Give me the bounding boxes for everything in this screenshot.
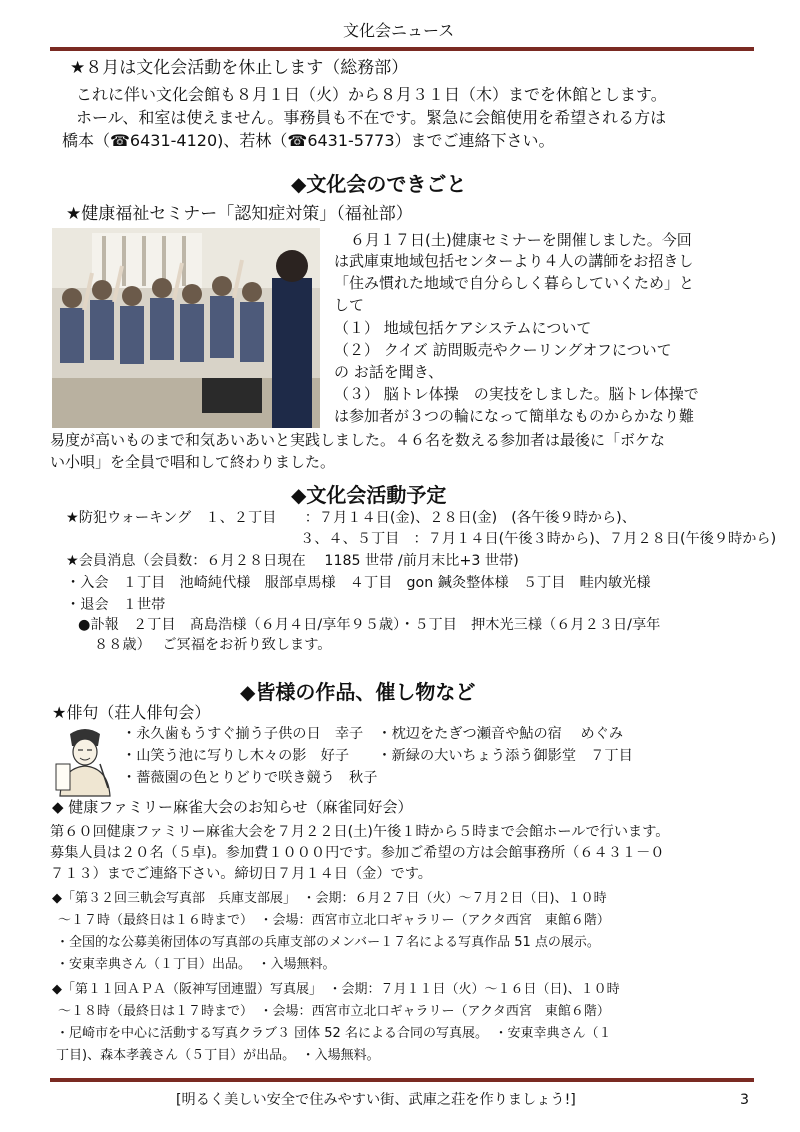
mahjong-title: ◆ 健康ファミリー麻雀大会のお知らせ（麻雀同好会） [52,798,413,816]
obituary-line: ８８歳） ご冥福をお祈り致します。 [94,637,332,653]
haiku-line: ・永久歯もうすぐ揃う子供の日 幸子 ・枕辺をたぎつ瀬音や鮎の宿 めぐみ [122,726,624,742]
footer-rule [50,1078,754,1082]
photo-exhibit-line: ◆「第１１回ＡＰＡ（阪神写団連盟）写真展」 ・会期：７月１１日（火）～１６日（日)、１０時 [52,982,620,997]
seminar-text: して [334,296,365,314]
walk-line: ★防犯ウォーキング １、２丁目 ：７月１４日(金)、２８日(金) (各午後９時から)、 [66,510,636,526]
works-heading: ◆皆様の作品、催し物など [240,680,476,704]
seminar-text: （１） 地域包括ケアシステムについて [334,319,592,337]
schedule-heading: ◆文化会活動予定 [291,483,447,507]
seminar-text: 「住み慣れた地域で自分らしく暮らしていくため」と [334,274,695,292]
seminar-text: い小唄」を全員で唱和して終わりました。 [50,453,336,471]
seminar-text: は参加者が３つの輪になって簡単なものからかなり難 [334,407,695,425]
notice-line: ホール、和室は使えません。事務員も不在です。緊急に会館使用を希望される方は [76,108,667,127]
events-heading: ◆文化会のできごと [291,172,467,196]
page-header-title: 文化会ニュース [343,21,455,40]
photo-exhibit-line: ・全国的な公募美術団体の写真部の兵庫支部のメンバー１７名による写真作品 51 点の展示。 [56,935,600,950]
photo-exhibit-line: ◆「第３２回三軌会写真部 兵庫支部展」 ・会期：６月２７日（火）～７月２日（日)、１０時 [52,891,607,906]
members-line: ★会員消息（会員数：６月２８日現在 1185 世帯 /前月末比+3 世帯) [66,553,519,569]
mahjong-line: 募集人員は２０名（５卓)。参加費１０００円です。参加ご希望の方は会館事務所（６４３１－０ [50,845,665,861]
mahjong-line: ７１３）までご連絡下さい。締切日７月１４日（金）です。 [50,866,432,882]
haiku-line: ・薔薇園の色とりどりで咲き競う 秋子 [122,770,378,786]
photo-exhibit-line: ～１７時（最終日は１６時まで） ・会場：西宮市立北口ギャラリー（アクタ西宮 東館６階） [58,913,610,928]
seminar-text: （２） クイズ 訪問販売やクーリングオフについて [334,341,672,359]
seminar-title: ★健康福祉セミナー「認知症対策」（福祉部） [66,204,413,224]
notice-line: これに伴い文化会館も８月１日（火）から８月３１日（木）までを休館とします。 [76,85,667,104]
photo-exhibit-line: 丁目)、森本孝義さん（５丁目）が出品。 ・入場無料。 [56,1048,380,1063]
photo-exhibit-line: ～１８時（最終日は１７時まで） ・会場：西宮市立北口ギャラリー（アクタ西宮 東館６階） [58,1004,610,1019]
join-line: ・入会 １丁目 池崎純代様 服部卓馬様 ４丁目 gon 鍼灸整体様 ５丁目 畦内敏光様 [66,575,651,591]
footer-slogan: [明るく美しい安全で住みやすい街、武庫之荘を作りましょう!] [176,1092,576,1108]
page-number: 3 [740,1092,750,1108]
seminar-text: 易度が高いものまで和気あいあいと実践しました。４６名を数える参加者は最後に「ボケな [50,431,666,449]
walk-line: ３、４、５丁目 ：７月１４日(午後３時から)、７月２８日(午後９時から) [300,531,777,547]
seminar-text: ６月１７日(土)健康セミナーを開催しました。今回 [350,231,692,249]
seminar-text: （３） 脳トレ体操 の実技をしました。脳トレ体操で [334,385,699,403]
photo-exhibit-line: ・尼崎市を中心に活動する写真クラブ３ 団体 52 名による合同の写真展。 ・安東幸典さん（１ [56,1026,612,1041]
seminar-photo [52,228,320,428]
leave-line: ・退会 １世帯 [66,597,166,613]
haiku-line: ・山笑う池に写りし木々の影 好子 ・新緑の大いちょう添う御影堂 ７丁目 [122,748,633,764]
haiku-poet-illustration-icon [50,724,120,798]
haiku-title: ★俳句（荘人俳句会） [52,703,211,722]
seminar-text: の お話を聞き、 [334,363,444,381]
header-rule [50,47,754,51]
mahjong-line: 第６０回健康ファミリー麻雀大会を７月２２日(土)午後１時から５時まで会館ホールで行います。 [50,824,670,840]
photo-exhibit-line: ・安東幸典さん（１丁目）出品。 ・入場無料。 [56,957,336,972]
notice-heading: ★８月は文化会活動を休止します（総務部） [70,58,409,78]
seminar-text: は武庫東地域包括センターより４人の講師をお招きし [334,252,694,270]
obituary-line: ●訃報 ２丁目 髙島浩様（６月４日/享年９５歳）・５丁目 押木光三様（６月２３日/享年 [78,617,661,633]
notice-line: 橋本（☎6431-4120)、若林（☎6431-5773）までご連絡下さい。 [62,131,555,150]
